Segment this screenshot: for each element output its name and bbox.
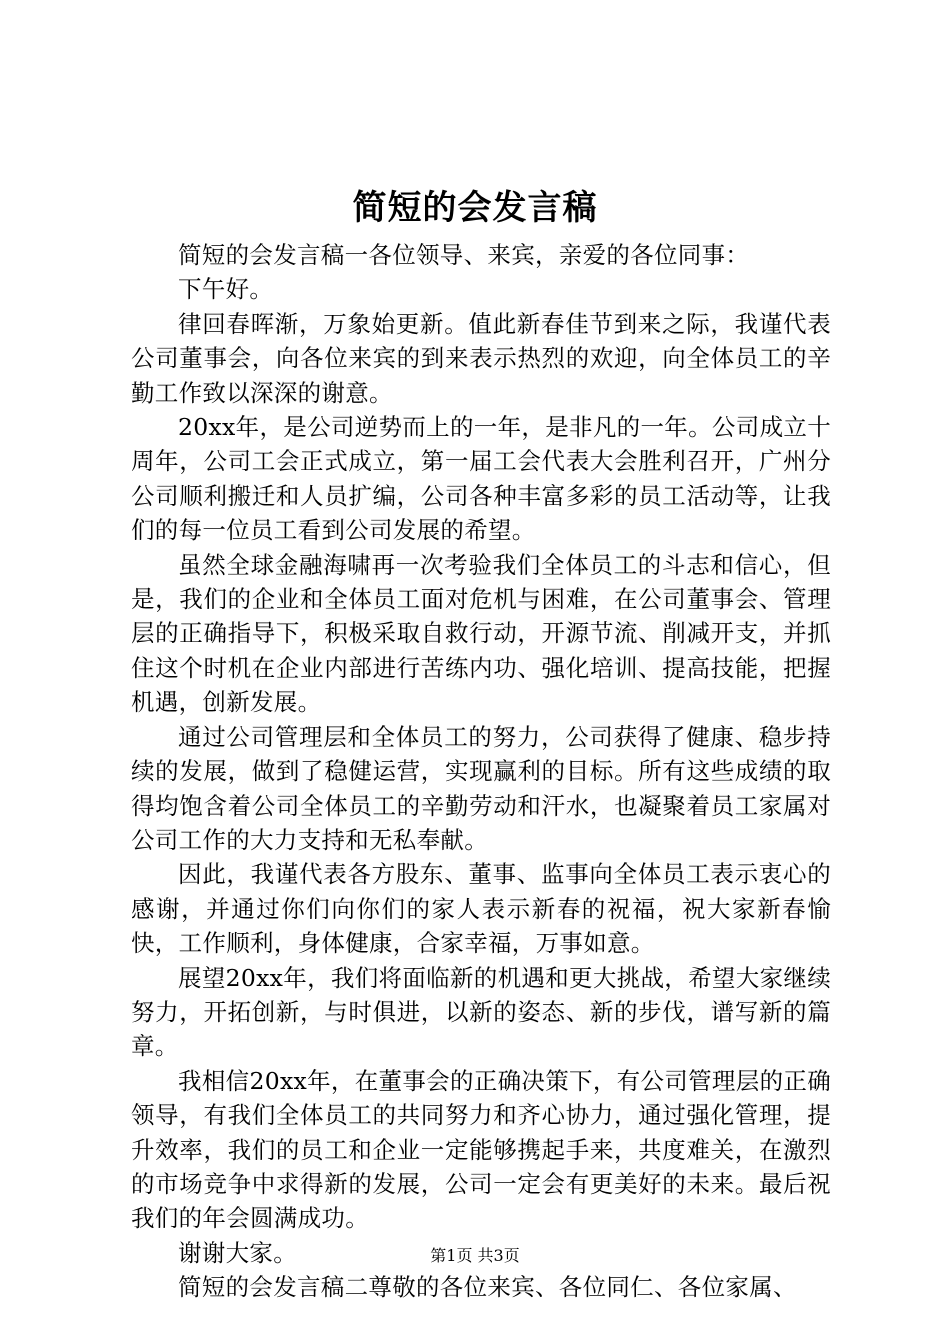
paragraph-financial-crisis: 虽然全球金融海啸再一次考验我们全体员工的斗志和信心，但是，我们的企业和全体员工面对危机与困难，在公司董事会、管理层的正确指导下，积极采取自救行动，开源节流、削减开支，并抓住这个时机在企业内部进行苦练内功、强化培训、提高技能，把握机遇，创新发展。 [131,550,831,717]
document-body [131,238,831,1305]
paragraph-confidence: 我相信20xx年，在董事会的正确决策下，有公司管理层的正确领导，有我们全体员工的共同努力和齐心协力，通过强化管理，提升效率，我们的员工和企业一定能够携起手来，共度难关，在激烈的市场竞争中求得新的发展，公司一定会有更美好的未来。最后祝我们的年会圆满成功。 [131,1066,831,1233]
paragraph-good-afternoon: 下午好。 [178,275,274,304]
paragraph-speech-two-opening: 简短的会发言稿二尊敬的各位来宾、各位同仁、各位家属、 [178,1273,797,1302]
paragraph-greeting: 简短的会发言稿一各位领导、来宾，亲爱的各位同事： [178,241,750,269]
paragraph-achievements: 通过公司管理层和全体员工的努力，公司获得了健康、稳步持续的发展，做到了稳健运营，实现赢利的目标。所有这些成绩的取得均饱含着公司全体员工的辛勤劳动和汗水，也凝聚着员工家属对公司工作的大力支持和无私奉献。 [131,722,831,854]
paragraph-thanks: 因此，我谨代表各方股东、董事、监事向全体员工表示衷心的感谢，并通过你们向你们的家人表示新春的祝福，祝大家新春愉快，工作顺利，身体健康，合家幸福，万事如意。 [131,860,831,958]
paragraph-closing: 谢谢大家。 [178,1238,297,1267]
document-title: 简短的会发言稿 [352,188,598,228]
page-footer: 第1页 共3页 [430,1246,520,1265]
paragraph-outlook: 展望20xx年，我们将面临新的机遇和更大挑战，希望大家继续努力，开拓创新，与时俱进，以新的姿态、新的步伐，谱写新的篇章。 [131,963,831,1061]
paragraph-year-review: 20xx年，是公司逆势而上的一年，是非凡的一年。公司成立十周年，公司工会正式成立，第一届工会代表大会胜利召开，广州分公司顺利搬迁和人员扩编，公司各种丰富多彩的员工活动等，让我们的每一位员工看到公司发展的希望。 [131,413,831,545]
paragraph-welcome: 律回春晖渐，万象始更新。值此新春佳节到来之际，我谨代表公司董事会，向各位来宾的到来表示热烈的欢迎，向全体员工的辛勤工作致以深深的谢意。 [131,309,831,407]
